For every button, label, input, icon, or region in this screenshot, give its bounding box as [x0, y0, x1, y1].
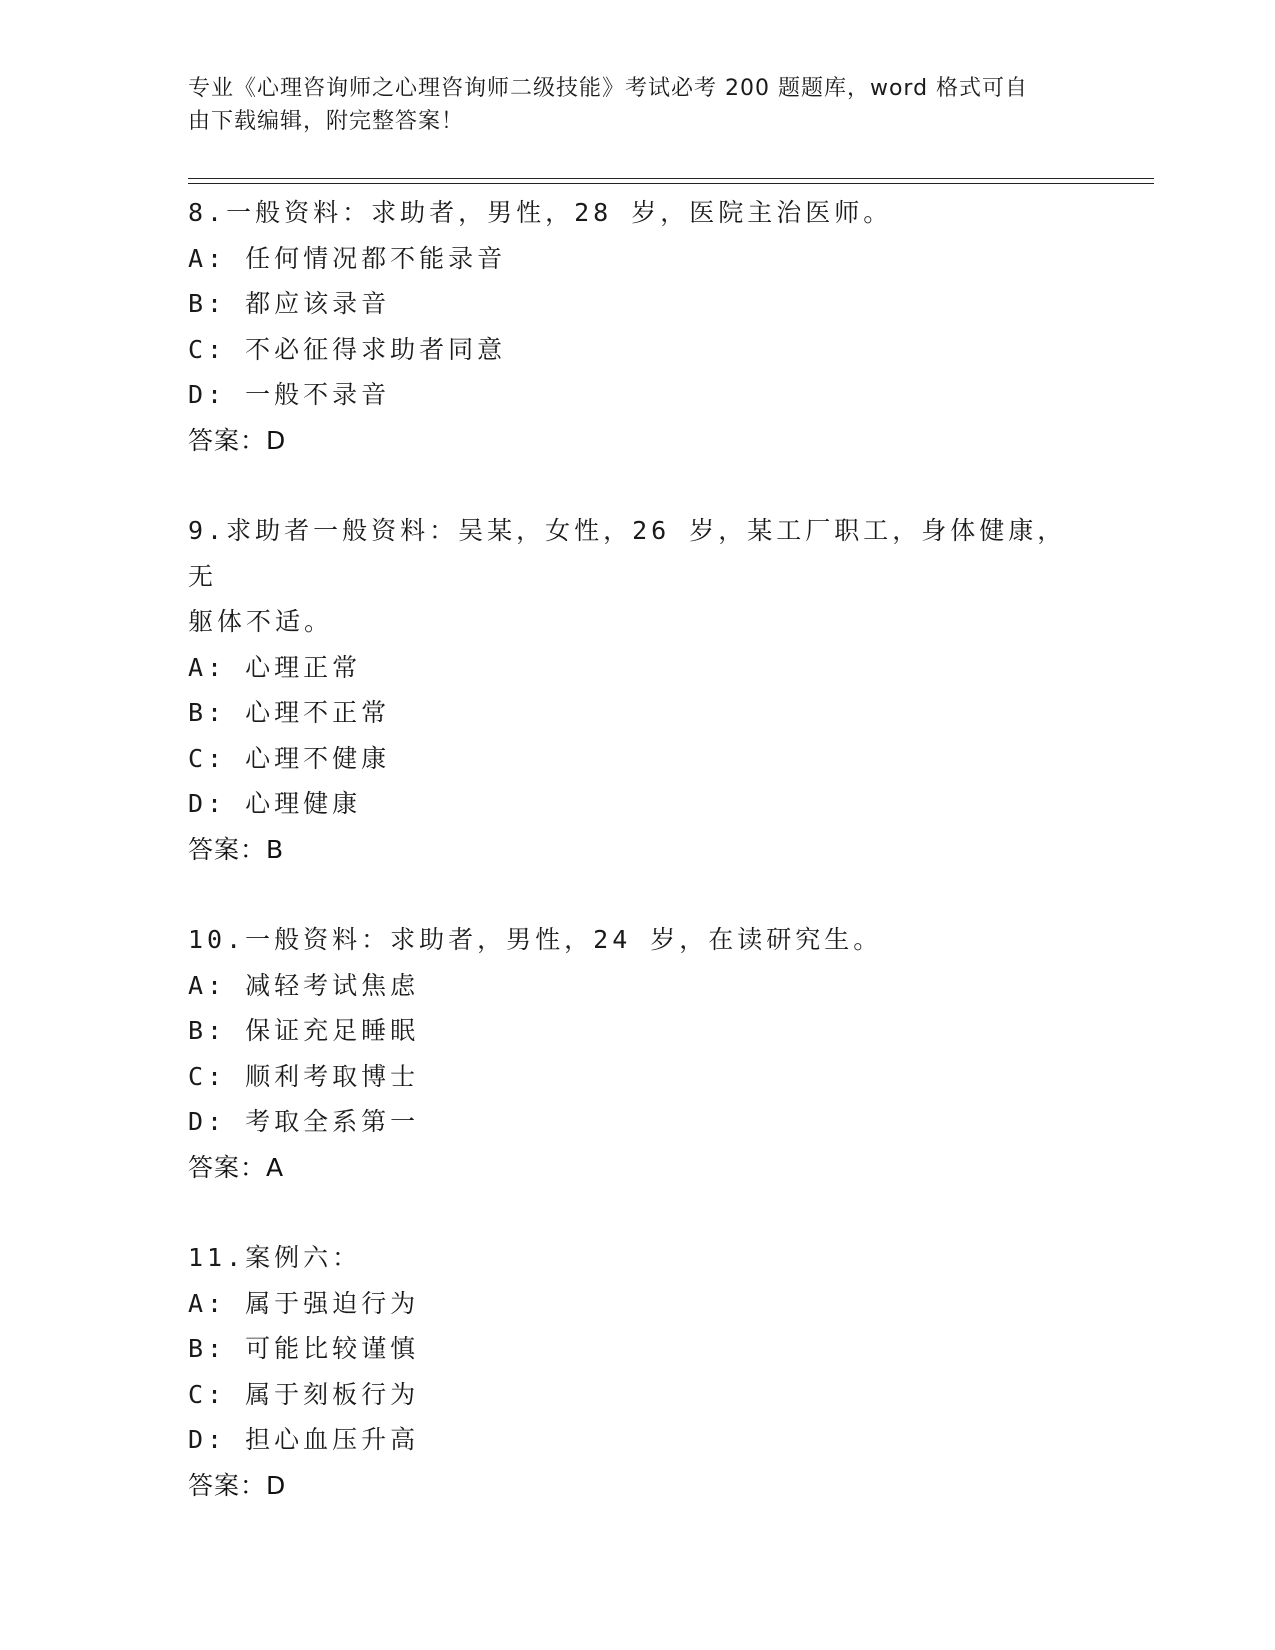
option-d: D: 心理健康: [188, 789, 362, 818]
answer-label: 答案：A: [188, 1152, 285, 1182]
option-c: C: 心理不健康: [188, 743, 391, 773]
question-10: [188, 917, 1088, 1190]
option-a: A: 减轻考试焦虑: [188, 970, 420, 1000]
option-b: B: 心理不正常: [188, 698, 391, 727]
option-b: B: 可能比较谨慎: [188, 1334, 420, 1363]
question-stem: 10.一般资料：求助者，男性，24 岁，在读研究生。: [188, 925, 883, 954]
answer-label: 答案：B: [188, 834, 285, 864]
option-a: A: 属于强迫行为: [188, 1288, 420, 1318]
option-b: B: 都应该录音: [188, 289, 391, 318]
header-divider-top: [188, 178, 1154, 179]
option-c: C: 不必征得求助者同意: [188, 334, 507, 364]
question-stem-continued: 躯体不适。: [188, 607, 334, 636]
option-c: C: 属于刻板行为: [188, 1379, 420, 1409]
header-line-2: 由下载编辑，附完整答案！: [188, 109, 465, 134]
answer-label: 答案：D: [188, 425, 287, 455]
document-header: [188, 72, 1068, 138]
question-9: [188, 508, 1088, 872]
option-d: D: 一般不录音: [188, 380, 391, 409]
option-c: C: 顺利考取博士: [188, 1061, 420, 1091]
answer-label: 答案：D: [188, 1470, 287, 1500]
question-stem: 11.案例六：: [188, 1243, 362, 1272]
question-8: [188, 190, 1088, 463]
question-list: [188, 190, 1088, 1553]
question-stem: 8.一般资料：求助者，男性，28 岁，医院主治医师。: [188, 198, 893, 227]
option-b: B: 保证充足睡眠: [188, 1016, 420, 1045]
question-stem: 9.求助者一般资料：吴某，女性，26 岁，某工厂职工，身体健康，无: [188, 516, 1067, 591]
header-line-1: 专业《心理咨询师之心理咨询师二级技能》考试必考 200 题题库，word 格式可自: [188, 76, 1029, 101]
header-divider-bottom: [188, 183, 1154, 184]
question-11: [188, 1235, 1088, 1508]
option-d: D: 担心血压升高: [188, 1425, 420, 1454]
option-a: A: 心理正常: [188, 652, 362, 682]
option-a: A: 任何情况都不能录音: [188, 243, 507, 273]
option-d: D: 考取全系第一: [188, 1107, 420, 1136]
